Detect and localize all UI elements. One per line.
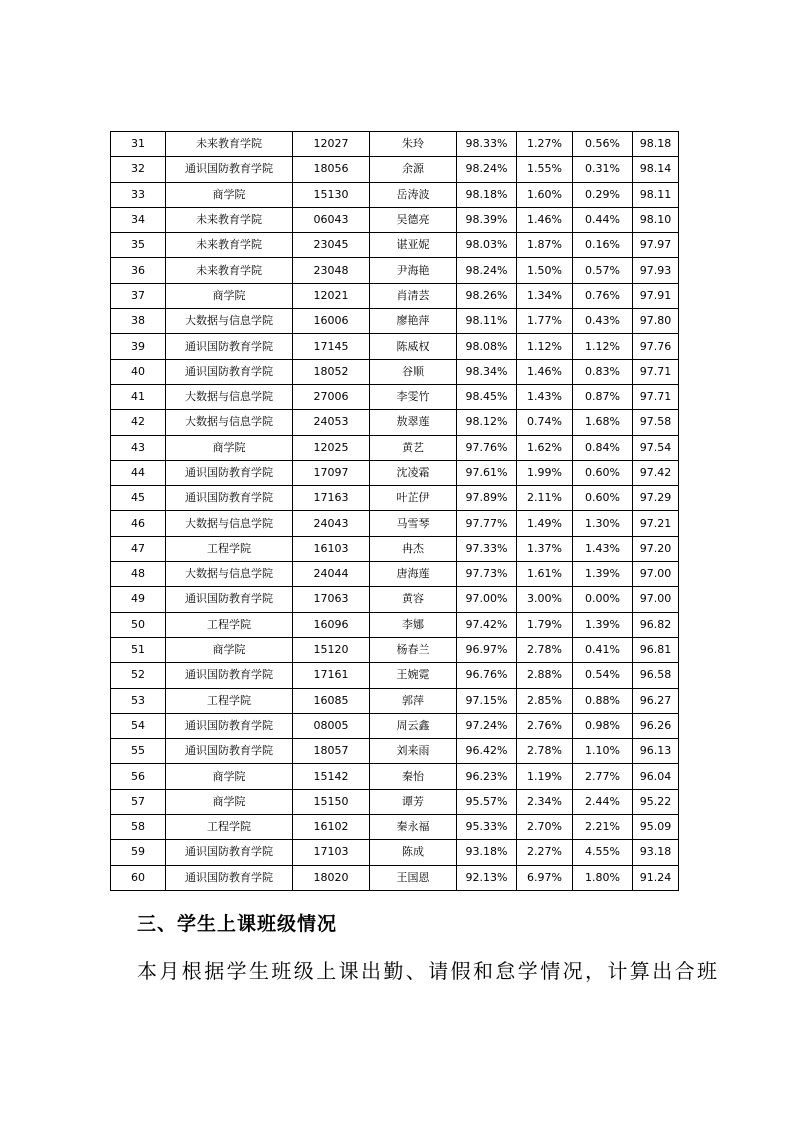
- table-row: [111, 359, 679, 384]
- absence-rate-cell: 0.56%: [573, 132, 633, 157]
- score-cell: 97.97: [633, 233, 679, 258]
- score-cell: 97.80: [633, 309, 679, 334]
- name-cell: 叶芷伊: [370, 486, 457, 511]
- score-cell: 96.81: [633, 637, 679, 662]
- name-cell: 陈成: [370, 840, 457, 865]
- attendance-rate-cell: 96.23%: [457, 764, 517, 789]
- table-row: [111, 207, 679, 232]
- class-code-cell: 24043: [293, 511, 370, 536]
- row-number-cell: 52: [111, 663, 166, 688]
- absence-rate-cell: 4.55%: [573, 840, 633, 865]
- table-row: [111, 688, 679, 713]
- table-row: [111, 283, 679, 308]
- college-cell: 商学院: [166, 764, 293, 789]
- row-number-cell: 36: [111, 258, 166, 283]
- leave-rate-cell: 2.78%: [517, 637, 573, 662]
- score-cell: 97.93: [633, 258, 679, 283]
- row-number-cell: 42: [111, 410, 166, 435]
- score-cell: 97.76: [633, 334, 679, 359]
- name-cell: 岳涛波: [370, 182, 457, 207]
- table-row: [111, 460, 679, 485]
- class-code-cell: 17163: [293, 486, 370, 511]
- leave-rate-cell: 2.78%: [517, 739, 573, 764]
- name-cell: 余源: [370, 157, 457, 182]
- attendance-rate-cell: 97.24%: [457, 713, 517, 738]
- class-code-cell: 18052: [293, 359, 370, 384]
- college-cell: 大数据与信息学院: [166, 309, 293, 334]
- table-row: [111, 815, 679, 840]
- row-number-cell: 38: [111, 309, 166, 334]
- attendance-rate-cell: 95.57%: [457, 789, 517, 814]
- college-cell: 工程学院: [166, 688, 293, 713]
- leave-rate-cell: 3.00%: [517, 587, 573, 612]
- score-cell: 97.71: [633, 359, 679, 384]
- college-cell: 商学院: [166, 283, 293, 308]
- class-code-cell: 24044: [293, 562, 370, 587]
- absence-rate-cell: 1.80%: [573, 865, 633, 890]
- attendance-rate-cell: 98.08%: [457, 334, 517, 359]
- section-paragraph: 本月根据学生班级上课出勤、请假和怠学情况，计算出合班: [137, 959, 720, 983]
- absence-rate-cell: 2.21%: [573, 815, 633, 840]
- attendance-rate-cell: 98.03%: [457, 233, 517, 258]
- name-cell: 王国恩: [370, 865, 457, 890]
- table-row: [111, 612, 679, 637]
- row-number-cell: 57: [111, 789, 166, 814]
- leave-rate-cell: 1.87%: [517, 233, 573, 258]
- class-code-cell: 16006: [293, 309, 370, 334]
- attendance-rate-cell: 97.00%: [457, 587, 517, 612]
- absence-rate-cell: 1.43%: [573, 536, 633, 561]
- college-cell: 大数据与信息学院: [166, 511, 293, 536]
- class-code-cell: 12025: [293, 435, 370, 460]
- attendance-rate-cell: 98.34%: [457, 359, 517, 384]
- class-code-cell: 15120: [293, 637, 370, 662]
- attendance-rate-cell: 98.11%: [457, 309, 517, 334]
- absence-rate-cell: 0.54%: [573, 663, 633, 688]
- leave-rate-cell: 0.74%: [517, 410, 573, 435]
- row-number-cell: 47: [111, 536, 166, 561]
- absence-rate-cell: 0.00%: [573, 587, 633, 612]
- score-cell: 98.10: [633, 207, 679, 232]
- college-cell: 通识国防教育学院: [166, 739, 293, 764]
- attendance-rate-cell: 96.42%: [457, 739, 517, 764]
- class-code-cell: 18020: [293, 865, 370, 890]
- score-cell: 93.18: [633, 840, 679, 865]
- college-cell: 通识国防教育学院: [166, 486, 293, 511]
- name-cell: 唐海莲: [370, 562, 457, 587]
- leave-rate-cell: 1.99%: [517, 460, 573, 485]
- row-number-cell: 43: [111, 435, 166, 460]
- score-cell: 95.09: [633, 815, 679, 840]
- table-row: [111, 536, 679, 561]
- row-number-cell: 49: [111, 587, 166, 612]
- table-row: [111, 637, 679, 662]
- attendance-rate-cell: 93.18%: [457, 840, 517, 865]
- absence-rate-cell: 0.60%: [573, 486, 633, 511]
- score-cell: 97.91: [633, 283, 679, 308]
- leave-rate-cell: 1.43%: [517, 384, 573, 409]
- attendance-rate-cell: 98.18%: [457, 182, 517, 207]
- college-cell: 通识国防教育学院: [166, 663, 293, 688]
- attendance-rate-cell: 98.12%: [457, 410, 517, 435]
- name-cell: 秦怡: [370, 764, 457, 789]
- leave-rate-cell: 2.85%: [517, 688, 573, 713]
- leave-rate-cell: 1.19%: [517, 764, 573, 789]
- leave-rate-cell: 1.77%: [517, 309, 573, 334]
- score-cell: 98.11: [633, 182, 679, 207]
- absence-rate-cell: 1.30%: [573, 511, 633, 536]
- absence-rate-cell: 0.29%: [573, 182, 633, 207]
- row-number-cell: 40: [111, 359, 166, 384]
- table-row: [111, 182, 679, 207]
- score-cell: 97.00: [633, 562, 679, 587]
- name-cell: 李雯竹: [370, 384, 457, 409]
- table-row: [111, 713, 679, 738]
- row-number-cell: 45: [111, 486, 166, 511]
- college-cell: 大数据与信息学院: [166, 410, 293, 435]
- row-number-cell: 60: [111, 865, 166, 890]
- table-row: [111, 562, 679, 587]
- leave-rate-cell: 2.70%: [517, 815, 573, 840]
- score-cell: 96.13: [633, 739, 679, 764]
- college-cell: 商学院: [166, 182, 293, 207]
- score-cell: 91.24: [633, 865, 679, 890]
- score-cell: 96.27: [633, 688, 679, 713]
- college-cell: 通识国防教育学院: [166, 865, 293, 890]
- table-row: [111, 233, 679, 258]
- name-cell: 周云鑫: [370, 713, 457, 738]
- college-cell: 未来教育学院: [166, 233, 293, 258]
- row-number-cell: 48: [111, 562, 166, 587]
- college-cell: 未来教育学院: [166, 132, 293, 157]
- name-cell: 黄容: [370, 587, 457, 612]
- attendance-rate-cell: 98.33%: [457, 132, 517, 157]
- name-cell: 秦永福: [370, 815, 457, 840]
- class-code-cell: 12027: [293, 132, 370, 157]
- attendance-rate-cell: 98.24%: [457, 258, 517, 283]
- class-code-cell: 17097: [293, 460, 370, 485]
- table-row: [111, 334, 679, 359]
- leave-rate-cell: 1.46%: [517, 207, 573, 232]
- class-code-cell: 16102: [293, 815, 370, 840]
- table-row: [111, 309, 679, 334]
- absence-rate-cell: 1.12%: [573, 334, 633, 359]
- absence-rate-cell: 0.41%: [573, 637, 633, 662]
- name-cell: 陈威权: [370, 334, 457, 359]
- score-cell: 97.71: [633, 384, 679, 409]
- row-number-cell: 35: [111, 233, 166, 258]
- leave-rate-cell: 1.34%: [517, 283, 573, 308]
- attendance-rate-cell: 92.13%: [457, 865, 517, 890]
- college-cell: 通识国防教育学院: [166, 587, 293, 612]
- name-cell: 王婉霓: [370, 663, 457, 688]
- absence-rate-cell: 0.57%: [573, 258, 633, 283]
- college-cell: 工程学院: [166, 815, 293, 840]
- leave-rate-cell: 1.60%: [517, 182, 573, 207]
- college-cell: 通识国防教育学院: [166, 713, 293, 738]
- name-cell: 马雪琴: [370, 511, 457, 536]
- college-cell: 未来教育学院: [166, 258, 293, 283]
- class-code-cell: 15130: [293, 182, 370, 207]
- leave-rate-cell: 2.11%: [517, 486, 573, 511]
- leave-rate-cell: 2.34%: [517, 789, 573, 814]
- class-code-cell: 15142: [293, 764, 370, 789]
- attendance-rate-cell: 98.24%: [457, 157, 517, 182]
- class-code-cell: 17103: [293, 840, 370, 865]
- class-code-cell: 17161: [293, 663, 370, 688]
- table-row: [111, 511, 679, 536]
- row-number-cell: 51: [111, 637, 166, 662]
- absence-rate-cell: 0.44%: [573, 207, 633, 232]
- table-body: [111, 132, 679, 891]
- table-row: [111, 486, 679, 511]
- table-row: [111, 157, 679, 182]
- score-cell: 96.26: [633, 713, 679, 738]
- row-number-cell: 50: [111, 612, 166, 637]
- row-number-cell: 41: [111, 384, 166, 409]
- name-cell: 李娜: [370, 612, 457, 637]
- score-cell: 97.42: [633, 460, 679, 485]
- absence-rate-cell: 1.39%: [573, 612, 633, 637]
- class-code-cell: 27006: [293, 384, 370, 409]
- score-cell: 97.58: [633, 410, 679, 435]
- absence-rate-cell: 0.43%: [573, 309, 633, 334]
- attendance-rate-cell: 97.77%: [457, 511, 517, 536]
- score-cell: 97.20: [633, 536, 679, 561]
- leave-rate-cell: 1.55%: [517, 157, 573, 182]
- name-cell: 谷顺: [370, 359, 457, 384]
- class-code-cell: 16103: [293, 536, 370, 561]
- score-cell: 97.00: [633, 587, 679, 612]
- attendance-rate-cell: 97.42%: [457, 612, 517, 637]
- score-cell: 97.21: [633, 511, 679, 536]
- table-row: [111, 587, 679, 612]
- ranking-table: [110, 131, 679, 891]
- attendance-rate-cell: 97.61%: [457, 460, 517, 485]
- name-cell: 廖艳萍: [370, 309, 457, 334]
- college-cell: 未来教育学院: [166, 207, 293, 232]
- table-row: [111, 410, 679, 435]
- leave-rate-cell: 1.79%: [517, 612, 573, 637]
- attendance-rate-cell: 97.89%: [457, 486, 517, 511]
- name-cell: 沈凌霜: [370, 460, 457, 485]
- college-cell: 通识国防教育学院: [166, 460, 293, 485]
- absence-rate-cell: 0.76%: [573, 283, 633, 308]
- name-cell: 郭萍: [370, 688, 457, 713]
- table-row: [111, 840, 679, 865]
- table-row: [111, 258, 679, 283]
- table-row: [111, 865, 679, 890]
- name-cell: 肖清芸: [370, 283, 457, 308]
- absence-rate-cell: 2.44%: [573, 789, 633, 814]
- leave-rate-cell: 1.46%: [517, 359, 573, 384]
- college-cell: 工程学院: [166, 612, 293, 637]
- absence-rate-cell: 0.87%: [573, 384, 633, 409]
- score-cell: 95.22: [633, 789, 679, 814]
- score-cell: 96.04: [633, 764, 679, 789]
- table-row: [111, 132, 679, 157]
- table-row: [111, 384, 679, 409]
- absence-rate-cell: 0.31%: [573, 157, 633, 182]
- college-cell: 商学院: [166, 637, 293, 662]
- leave-rate-cell: 1.27%: [517, 132, 573, 157]
- college-cell: 通识国防教育学院: [166, 840, 293, 865]
- table-row: [111, 764, 679, 789]
- name-cell: 谭芳: [370, 789, 457, 814]
- score-cell: 96.82: [633, 612, 679, 637]
- score-cell: 98.14: [633, 157, 679, 182]
- attendance-rate-cell: 97.76%: [457, 435, 517, 460]
- college-cell: 通识国防教育学院: [166, 359, 293, 384]
- absence-rate-cell: 1.39%: [573, 562, 633, 587]
- absence-rate-cell: 0.84%: [573, 435, 633, 460]
- row-number-cell: 46: [111, 511, 166, 536]
- name-cell: 谌亚妮: [370, 233, 457, 258]
- class-code-cell: 17145: [293, 334, 370, 359]
- name-cell: 杨春兰: [370, 637, 457, 662]
- name-cell: 敖翠莲: [370, 410, 457, 435]
- score-cell: 98.18: [633, 132, 679, 157]
- row-number-cell: 56: [111, 764, 166, 789]
- absence-rate-cell: 0.98%: [573, 713, 633, 738]
- class-code-cell: 18056: [293, 157, 370, 182]
- attendance-rate-cell: 98.39%: [457, 207, 517, 232]
- name-cell: 朱玲: [370, 132, 457, 157]
- row-number-cell: 44: [111, 460, 166, 485]
- row-number-cell: 31: [111, 132, 166, 157]
- absence-rate-cell: 0.60%: [573, 460, 633, 485]
- class-code-cell: 15150: [293, 789, 370, 814]
- score-cell: 97.54: [633, 435, 679, 460]
- leave-rate-cell: 2.76%: [517, 713, 573, 738]
- leave-rate-cell: 1.49%: [517, 511, 573, 536]
- attendance-rate-cell: 97.73%: [457, 562, 517, 587]
- class-code-cell: 12021: [293, 283, 370, 308]
- college-cell: 工程学院: [166, 536, 293, 561]
- row-number-cell: 54: [111, 713, 166, 738]
- row-number-cell: 33: [111, 182, 166, 207]
- attendance-rate-cell: 97.33%: [457, 536, 517, 561]
- row-number-cell: 34: [111, 207, 166, 232]
- attendance-rate-cell: 96.76%: [457, 663, 517, 688]
- college-cell: 商学院: [166, 435, 293, 460]
- table-row: [111, 663, 679, 688]
- leave-rate-cell: 2.88%: [517, 663, 573, 688]
- class-code-cell: 23048: [293, 258, 370, 283]
- score-cell: 96.58: [633, 663, 679, 688]
- absence-rate-cell: 0.83%: [573, 359, 633, 384]
- absence-rate-cell: 1.68%: [573, 410, 633, 435]
- class-code-cell: 06043: [293, 207, 370, 232]
- row-number-cell: 59: [111, 840, 166, 865]
- leave-rate-cell: 1.61%: [517, 562, 573, 587]
- row-number-cell: 32: [111, 157, 166, 182]
- class-code-cell: 16096: [293, 612, 370, 637]
- college-cell: 大数据与信息学院: [166, 384, 293, 409]
- row-number-cell: 55: [111, 739, 166, 764]
- class-code-cell: 24053: [293, 410, 370, 435]
- college-cell: 通识国防教育学院: [166, 157, 293, 182]
- college-cell: 商学院: [166, 789, 293, 814]
- class-code-cell: 17063: [293, 587, 370, 612]
- name-cell: 吴德亮: [370, 207, 457, 232]
- table-row: [111, 739, 679, 764]
- leave-rate-cell: 1.37%: [517, 536, 573, 561]
- leave-rate-cell: 1.62%: [517, 435, 573, 460]
- table-row: [111, 789, 679, 814]
- class-code-cell: 16085: [293, 688, 370, 713]
- name-cell: 冉杰: [370, 536, 457, 561]
- section-heading: 三、学生上课班级情况: [137, 913, 338, 935]
- leave-rate-cell: 1.12%: [517, 334, 573, 359]
- absence-rate-cell: 0.88%: [573, 688, 633, 713]
- name-cell: 黄艺: [370, 435, 457, 460]
- absence-rate-cell: 1.10%: [573, 739, 633, 764]
- college-cell: 大数据与信息学院: [166, 562, 293, 587]
- row-number-cell: 39: [111, 334, 166, 359]
- class-code-cell: 18057: [293, 739, 370, 764]
- class-code-cell: 08005: [293, 713, 370, 738]
- attendance-rate-cell: 98.26%: [457, 283, 517, 308]
- class-code-cell: 23045: [293, 233, 370, 258]
- attendance-rate-cell: 98.45%: [457, 384, 517, 409]
- leave-rate-cell: 2.27%: [517, 840, 573, 865]
- leave-rate-cell: 1.50%: [517, 258, 573, 283]
- attendance-rate-cell: 96.97%: [457, 637, 517, 662]
- name-cell: 刘来雨: [370, 739, 457, 764]
- row-number-cell: 53: [111, 688, 166, 713]
- leave-rate-cell: 6.97%: [517, 865, 573, 890]
- score-cell: 97.29: [633, 486, 679, 511]
- absence-rate-cell: 0.16%: [573, 233, 633, 258]
- table-row: [111, 435, 679, 460]
- college-cell: 通识国防教育学院: [166, 334, 293, 359]
- attendance-rate-cell: 95.33%: [457, 815, 517, 840]
- row-number-cell: 58: [111, 815, 166, 840]
- attendance-rate-cell: 97.15%: [457, 688, 517, 713]
- absence-rate-cell: 2.77%: [573, 764, 633, 789]
- name-cell: 尹海艳: [370, 258, 457, 283]
- row-number-cell: 37: [111, 283, 166, 308]
